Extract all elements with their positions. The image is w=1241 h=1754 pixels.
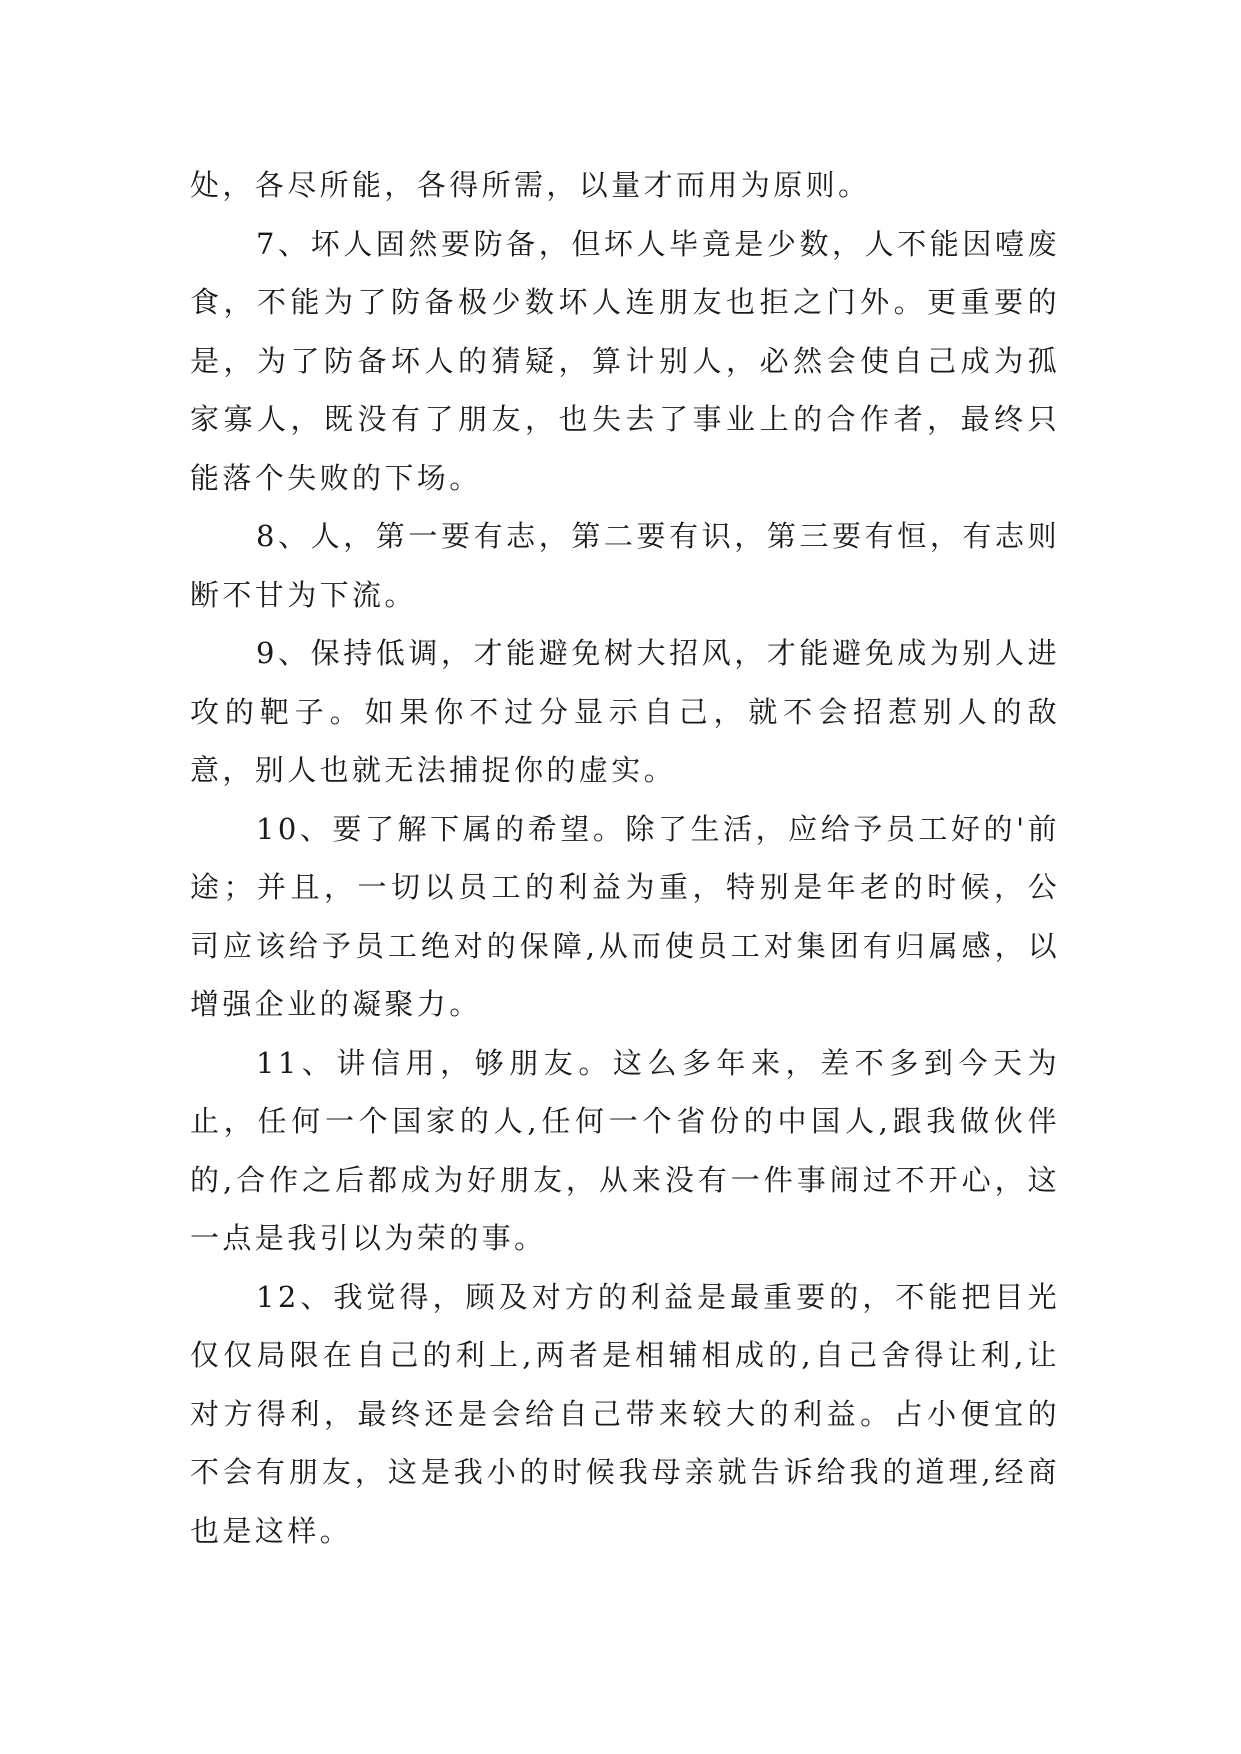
paragraph-11: 11、讲信用，够朋友。这么多年来，差不多到今天为止，任何一个国家的人,任何一个省份的中国人,跟我做伙伴的,合作之后都成为好朋友，从来没有一件事闹过不开心，这一点是我引以为荣的事。: [190, 1045, 1060, 1255]
paragraph-7: 7、坏人固然要防备，但坏人毕竟是少数，人不能因噎废食，不能为了防备极少数坏人连朋友也拒之门外。更重要的是，为了防备坏人的猜疑，算计别人，必然会使自己成为孤家寡人，既没有了朋友，也失去了事业上的合作者，最终只能落个失败的下场。: [190, 226, 1060, 495]
paragraph-8: 8、人，第一要有志，第二要有识，第三要有恒，有志则断不甘为下流。: [190, 519, 1060, 612]
paragraph-6-continuation: 处，各尽所能，各得所需，以量才而用为原则。: [190, 168, 871, 202]
paragraph-12: 12、我觉得，顾及对方的利益是最重要的，不能把目光仅仅局限在自己的利上,两者是相辅相成的,自己舍得让利,让对方得利，最终还是会给自己带来较大的利益。占小便宜的不会有朋友，这是我小的时候我母亲就告诉给我的道理,经商也是这样。: [190, 1279, 1060, 1548]
paragraph-10: 10、要了解下属的希望。除了生活，应给予员工好的'前途；并且，一切以员工的利益为重，特别是年老的时候，公司应该给予员工绝对的保障,从而使员工对集团有归属感，以增强企业的凝聚力。: [190, 811, 1060, 1021]
document-body: [190, 156, 1060, 1560]
paragraph-9: 9、保持低调，才能避免树大招风，才能避免成为别人进攻的靶子。如果你不过分显示自己，就不会招惹别人的敌意，别人也就无法捕捉你的虚实。: [190, 636, 1060, 787]
